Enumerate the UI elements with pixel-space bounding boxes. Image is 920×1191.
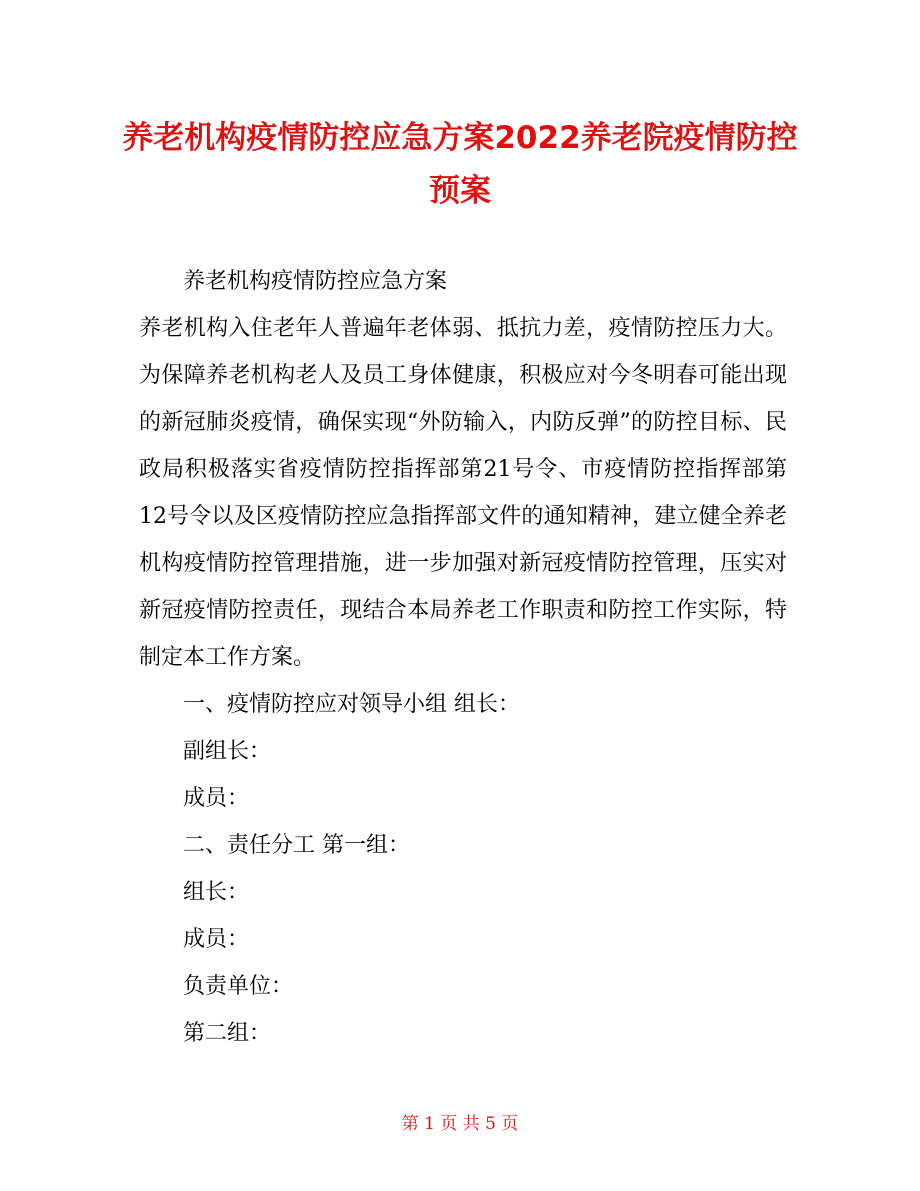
paragraph-members: 成员： (183, 786, 250, 811)
paragraph-responsibility: 二、责任分工 第一组： (183, 833, 410, 858)
document-title: 养老机构疫情防控应急方案2022养老院疫情防控预案 (122, 120, 798, 209)
paragraph-second-group: 第二组： (183, 1021, 272, 1046)
paragraph-group-members: 成员： (183, 927, 250, 952)
paragraph-responsible-unit: 负责单位： (183, 974, 294, 999)
document-body (139, 258, 787, 1057)
paragraph-group-leader: 组长： (183, 880, 250, 905)
paragraph-deputy-leader: 副组长： (183, 739, 272, 764)
page-number-footer: 第 1 页 共 5 页 (401, 1114, 519, 1134)
paragraph-subtitle: 养老机构疫情防控应急方案 (183, 269, 448, 294)
paragraph-leadership-group: 一、疫情防控应对领导小组 组长： (183, 692, 520, 717)
paragraph-intro: 养老机构入住老年人普遍年老体弱、抵抗力差，疫情防控压力大。为保障养老机构老人及员工身体健康，积极应对今冬明春可能出现的新冠肺炎疫情，确保实现“外防输入，内防反弹”的防控目标、民政局积极落实省疫情防控指挥部第21号令、市疫情防控指挥部第12号令以及区疫情防控应急指挥部文件的通知精神，建立健全养老机构疫情防控管理措施，进一步加强对新冠疫情防控管理，压实对新冠疫情防控责任，现结合本局养老工作职责和防控工作实际，特制定本工作方案。 (139, 316, 787, 670)
